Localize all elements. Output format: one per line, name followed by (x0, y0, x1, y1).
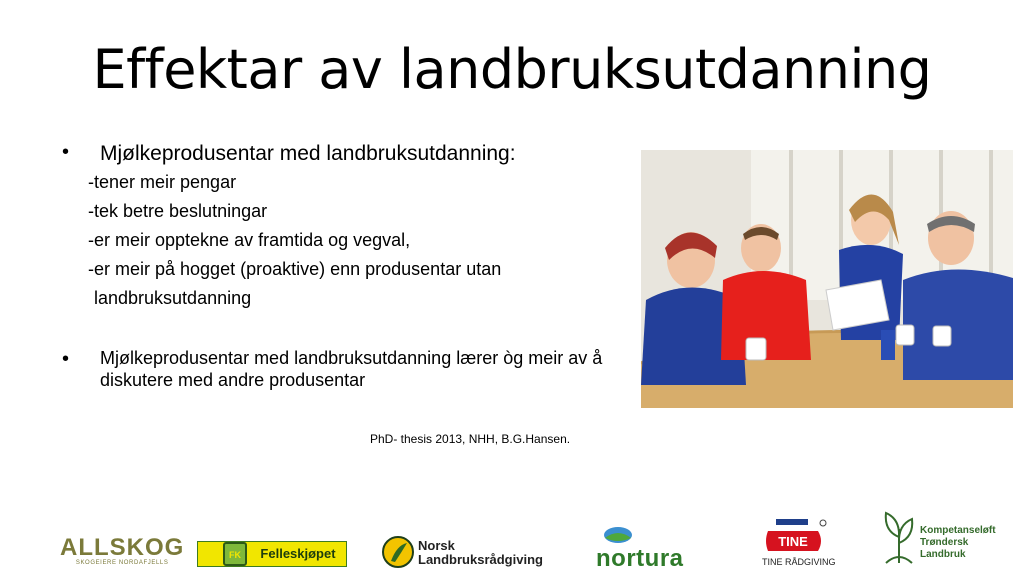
sponsor-logos (0, 500, 1024, 576)
source-citation: PhD- thesis 2013, NHH, B.G.Hansen. (370, 432, 571, 446)
sub-item: -er meir opptekne av framtida og vegval, (88, 230, 411, 250)
tine-caption: TINE RÅDGIVING (762, 557, 836, 567)
tine-emblem-icon (766, 519, 828, 555)
bullet-text: Mjølkeprodusentar med landbruksutdanning lærer òg meir av å diskutere med andre produsentar (100, 348, 603, 390)
leaf-emblem-icon (882, 507, 916, 565)
nlr-line2: Landbruksrådgiving (418, 552, 543, 567)
slide-title: Effektar av landbruksutdanning (92, 38, 932, 101)
allskog-name: ALLSKOG (60, 534, 185, 561)
bullet-item-education (60, 140, 650, 313)
nlr-line1: Norsk (418, 538, 455, 553)
allskog-logo (60, 536, 184, 566)
allskog-tagline: SKOGEIERE NORDAFJELLS (75, 560, 169, 566)
bullet-item-learning (60, 347, 650, 391)
felleskjopet-badge-text: FK (229, 550, 241, 560)
sub-item: landbruksutdanning (94, 288, 252, 308)
bullet-symbol: • (62, 141, 70, 163)
nortura-name: nortura (596, 545, 684, 572)
nlr-emblem-icon (381, 535, 415, 569)
meeting-photo (641, 150, 1013, 408)
bullet-list (60, 140, 650, 391)
kompetanse-line3: Landbruk (920, 549, 966, 560)
felleskjopet-name: Felleskjøpet (252, 545, 344, 563)
kompetanse-name (920, 525, 996, 561)
sub-item: -er meir på hogget (proaktive) enn produsentar utan (88, 259, 502, 279)
tine-name: TINE (778, 534, 808, 549)
kompetanse-line1: Kompetanseløft (920, 525, 996, 536)
sub-item: -tener meir pengar (88, 172, 237, 192)
nortura-emblem-icon (603, 526, 633, 544)
sub-item: -tek betre beslutningar (88, 201, 268, 221)
felleskjopet-badge-icon (223, 542, 247, 566)
bullet-symbol: • (62, 348, 70, 370)
bullet-text: Mjølkeprodusentar med landbruksutdanning: (100, 142, 516, 165)
meeting-illustration (641, 150, 1013, 408)
kompetanse-line2: Trøndersk (920, 537, 969, 548)
nlr-name (418, 539, 543, 567)
